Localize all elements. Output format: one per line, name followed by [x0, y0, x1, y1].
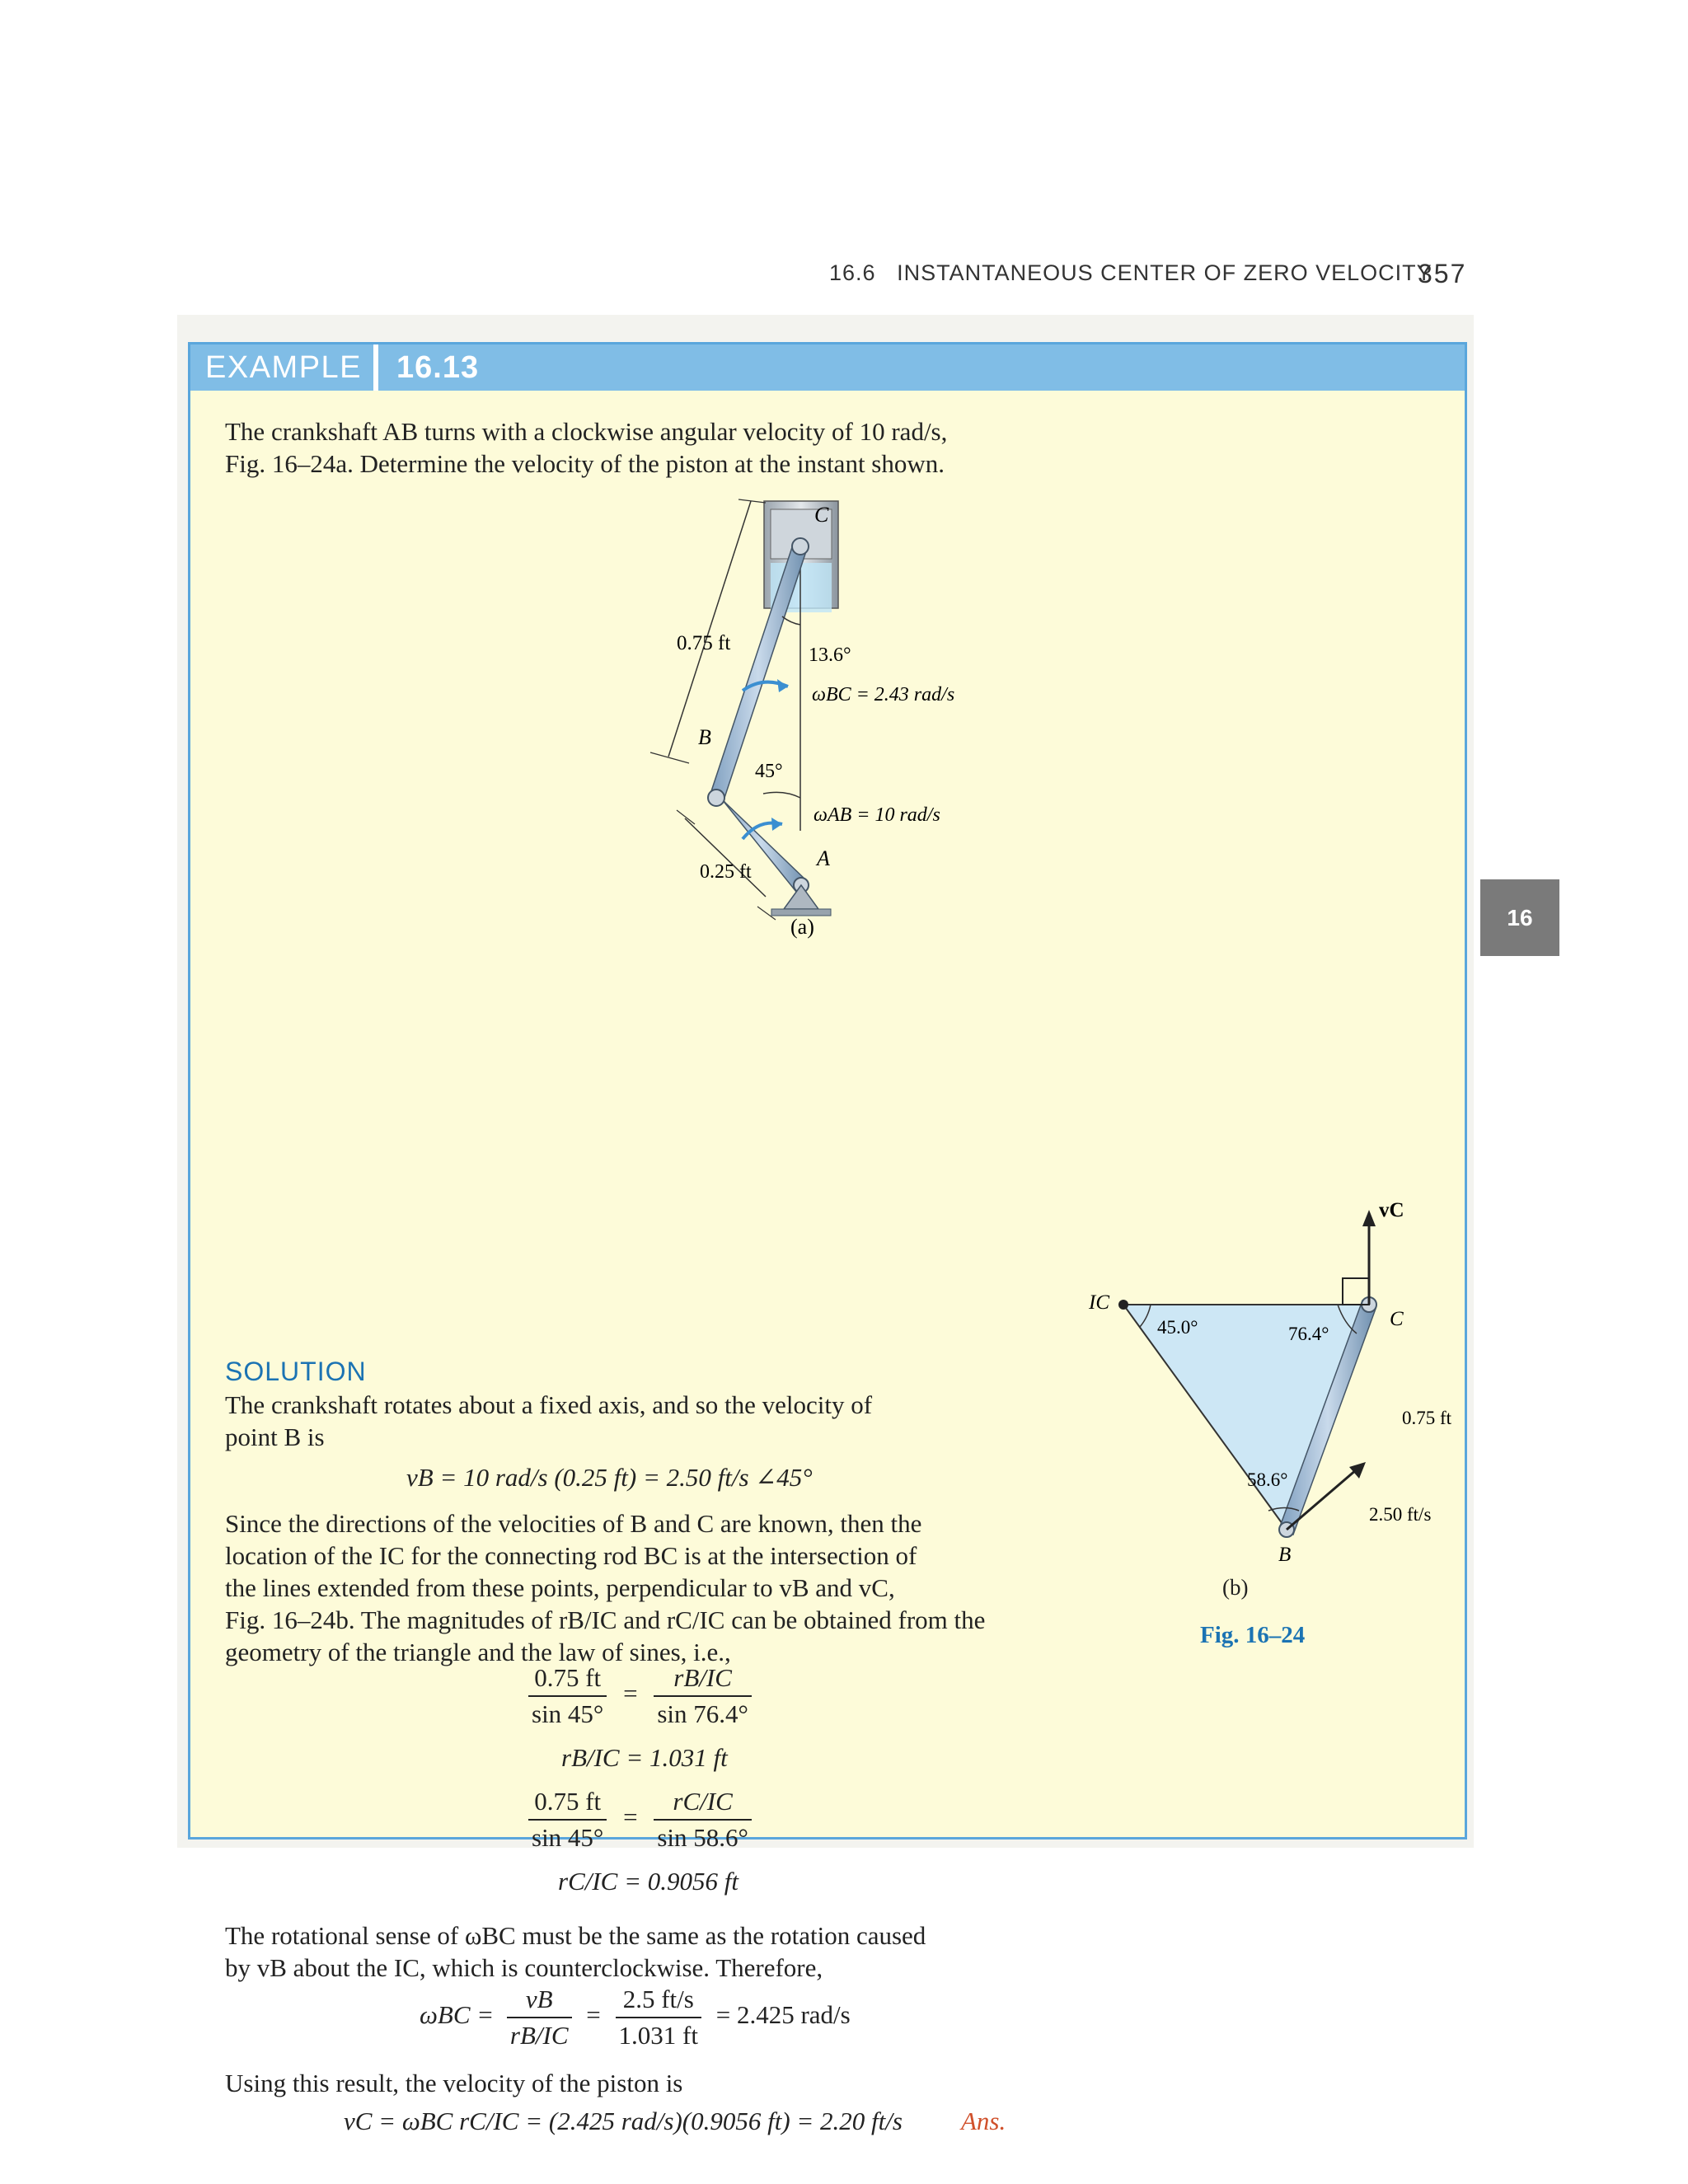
label-ic: IC — [1089, 1291, 1109, 1314]
solution-paragraph-1: The crankshaft rotates about a fixed axis, and so the velocity of point B is — [225, 1390, 873, 1451]
equation-law-of-sines-2: $\frac{0.75 ft}{\sin 45^\circ}$ = $\frac{rC/IC}{\sin 58.6^\circ}$ — [528, 1787, 752, 1853]
label-a: A — [817, 846, 830, 870]
equation-law-of-sines-1: $\frac{0.75 ft}{\sin 45^\circ}$ = $\frac{rB/IC}{\sin 76.4^\circ}$ — [528, 1663, 752, 1729]
solution-heading: SOLUTION — [225, 1357, 367, 1386]
label-angle-b: 58.6° — [1247, 1469, 1288, 1490]
problem-line: The crankshaft AB turns with a clockwise angular velocity of 10 rad/s, — [225, 417, 948, 446]
label-c: C — [814, 503, 829, 527]
problem-line: Fig. 16–24a. Determine the velocity of the piston at the instant shown. — [225, 449, 945, 478]
label-omega-bc: ωBC = 2.43 rad/s — [812, 684, 955, 705]
label-length-ab: 0.25 ft — [700, 861, 752, 883]
example-number: 16.13 — [396, 350, 480, 385]
problem-statement — [225, 415, 1012, 480]
equation-rcic: rC/IC = 0.9056 ft — [558, 1867, 738, 1896]
label-angle-bc: 13.6° — [809, 644, 851, 666]
label-length-bc: 0.75 ft — [677, 632, 731, 654]
figure-b-caption: (b) — [1222, 1575, 1249, 1600]
running-head — [829, 260, 1432, 286]
equation-vb: vB = 10 rad/s (0.25 ft) = 2.50 ft/s ∠45° — [406, 1463, 813, 1492]
example-box — [188, 342, 1467, 2135]
chapter-tab: 16 — [1480, 879, 1559, 956]
equation-omega-bc: ωBC = $\frac{vB}{rB/IC}$ = $\frac{2.5 ft/s}{1.031 ft}$ = 2.425 rad/s — [420, 1985, 851, 2050]
figure-b-triangle — [1072, 1185, 1460, 1762]
equation-vc: vC = ωBC rC/IC = (2.425 rad/s)(0.9056 ft) = 2.20 ft/s — [344, 2107, 903, 2135]
label-vc: vC — [1379, 1199, 1404, 1221]
figure-a-caption: (a) — [790, 915, 814, 939]
label-length: 0.75 ft — [1402, 1408, 1452, 1428]
solution-paragraph-2: Since the directions of the velocities of B and C are known, then the location of the IC for the connecting rod BC is at the intersection of the lines extended from these points, perpendicular to vB and vC, Fig. 16–24b. The magnitudes of rB/IC and rC/IC can be obtained from the geometry of the triangle and the law of sines, i.e., — [225, 1509, 986, 1666]
label-angle-ab: 45° — [755, 761, 783, 782]
example-header — [190, 344, 1465, 391]
label-angle-ic: 45.0° — [1157, 1317, 1198, 1338]
label-c: C — [1390, 1308, 1404, 1330]
equation-rbic: rB/IC = 1.031 ft — [561, 1743, 728, 1772]
figure-label: Fig. 16–24 — [1200, 1622, 1306, 1648]
label-omega-ab: ωAB = 10 rad/s — [814, 804, 940, 826]
example-label: EXAMPLE — [205, 350, 363, 385]
section-title: INSTANTANEOUS CENTER OF ZERO VELOCITY — [897, 260, 1432, 285]
header-divider — [373, 344, 378, 391]
figure-a-crankshaft — [438, 485, 1015, 946]
section-number: 16.6 — [829, 260, 876, 285]
page-number: 357 — [1418, 259, 1467, 288]
label-b: B — [698, 725, 711, 749]
label-angle-c: 76.4° — [1288, 1324, 1329, 1344]
solution-paragraph-3: The rotational sense of ωBC must be the same as the rotation caused by vB about the IC, which is counterclockwise. Therefore, — [225, 1921, 926, 1982]
label-b: B — [1278, 1544, 1292, 1566]
solution-paragraph-4: Using this result, the velocity of the piston is — [225, 2069, 683, 2097]
answer-label: Ans. — [961, 2107, 1006, 2135]
label-velocity-b: 2.50 ft/s — [1369, 1504, 1432, 1525]
